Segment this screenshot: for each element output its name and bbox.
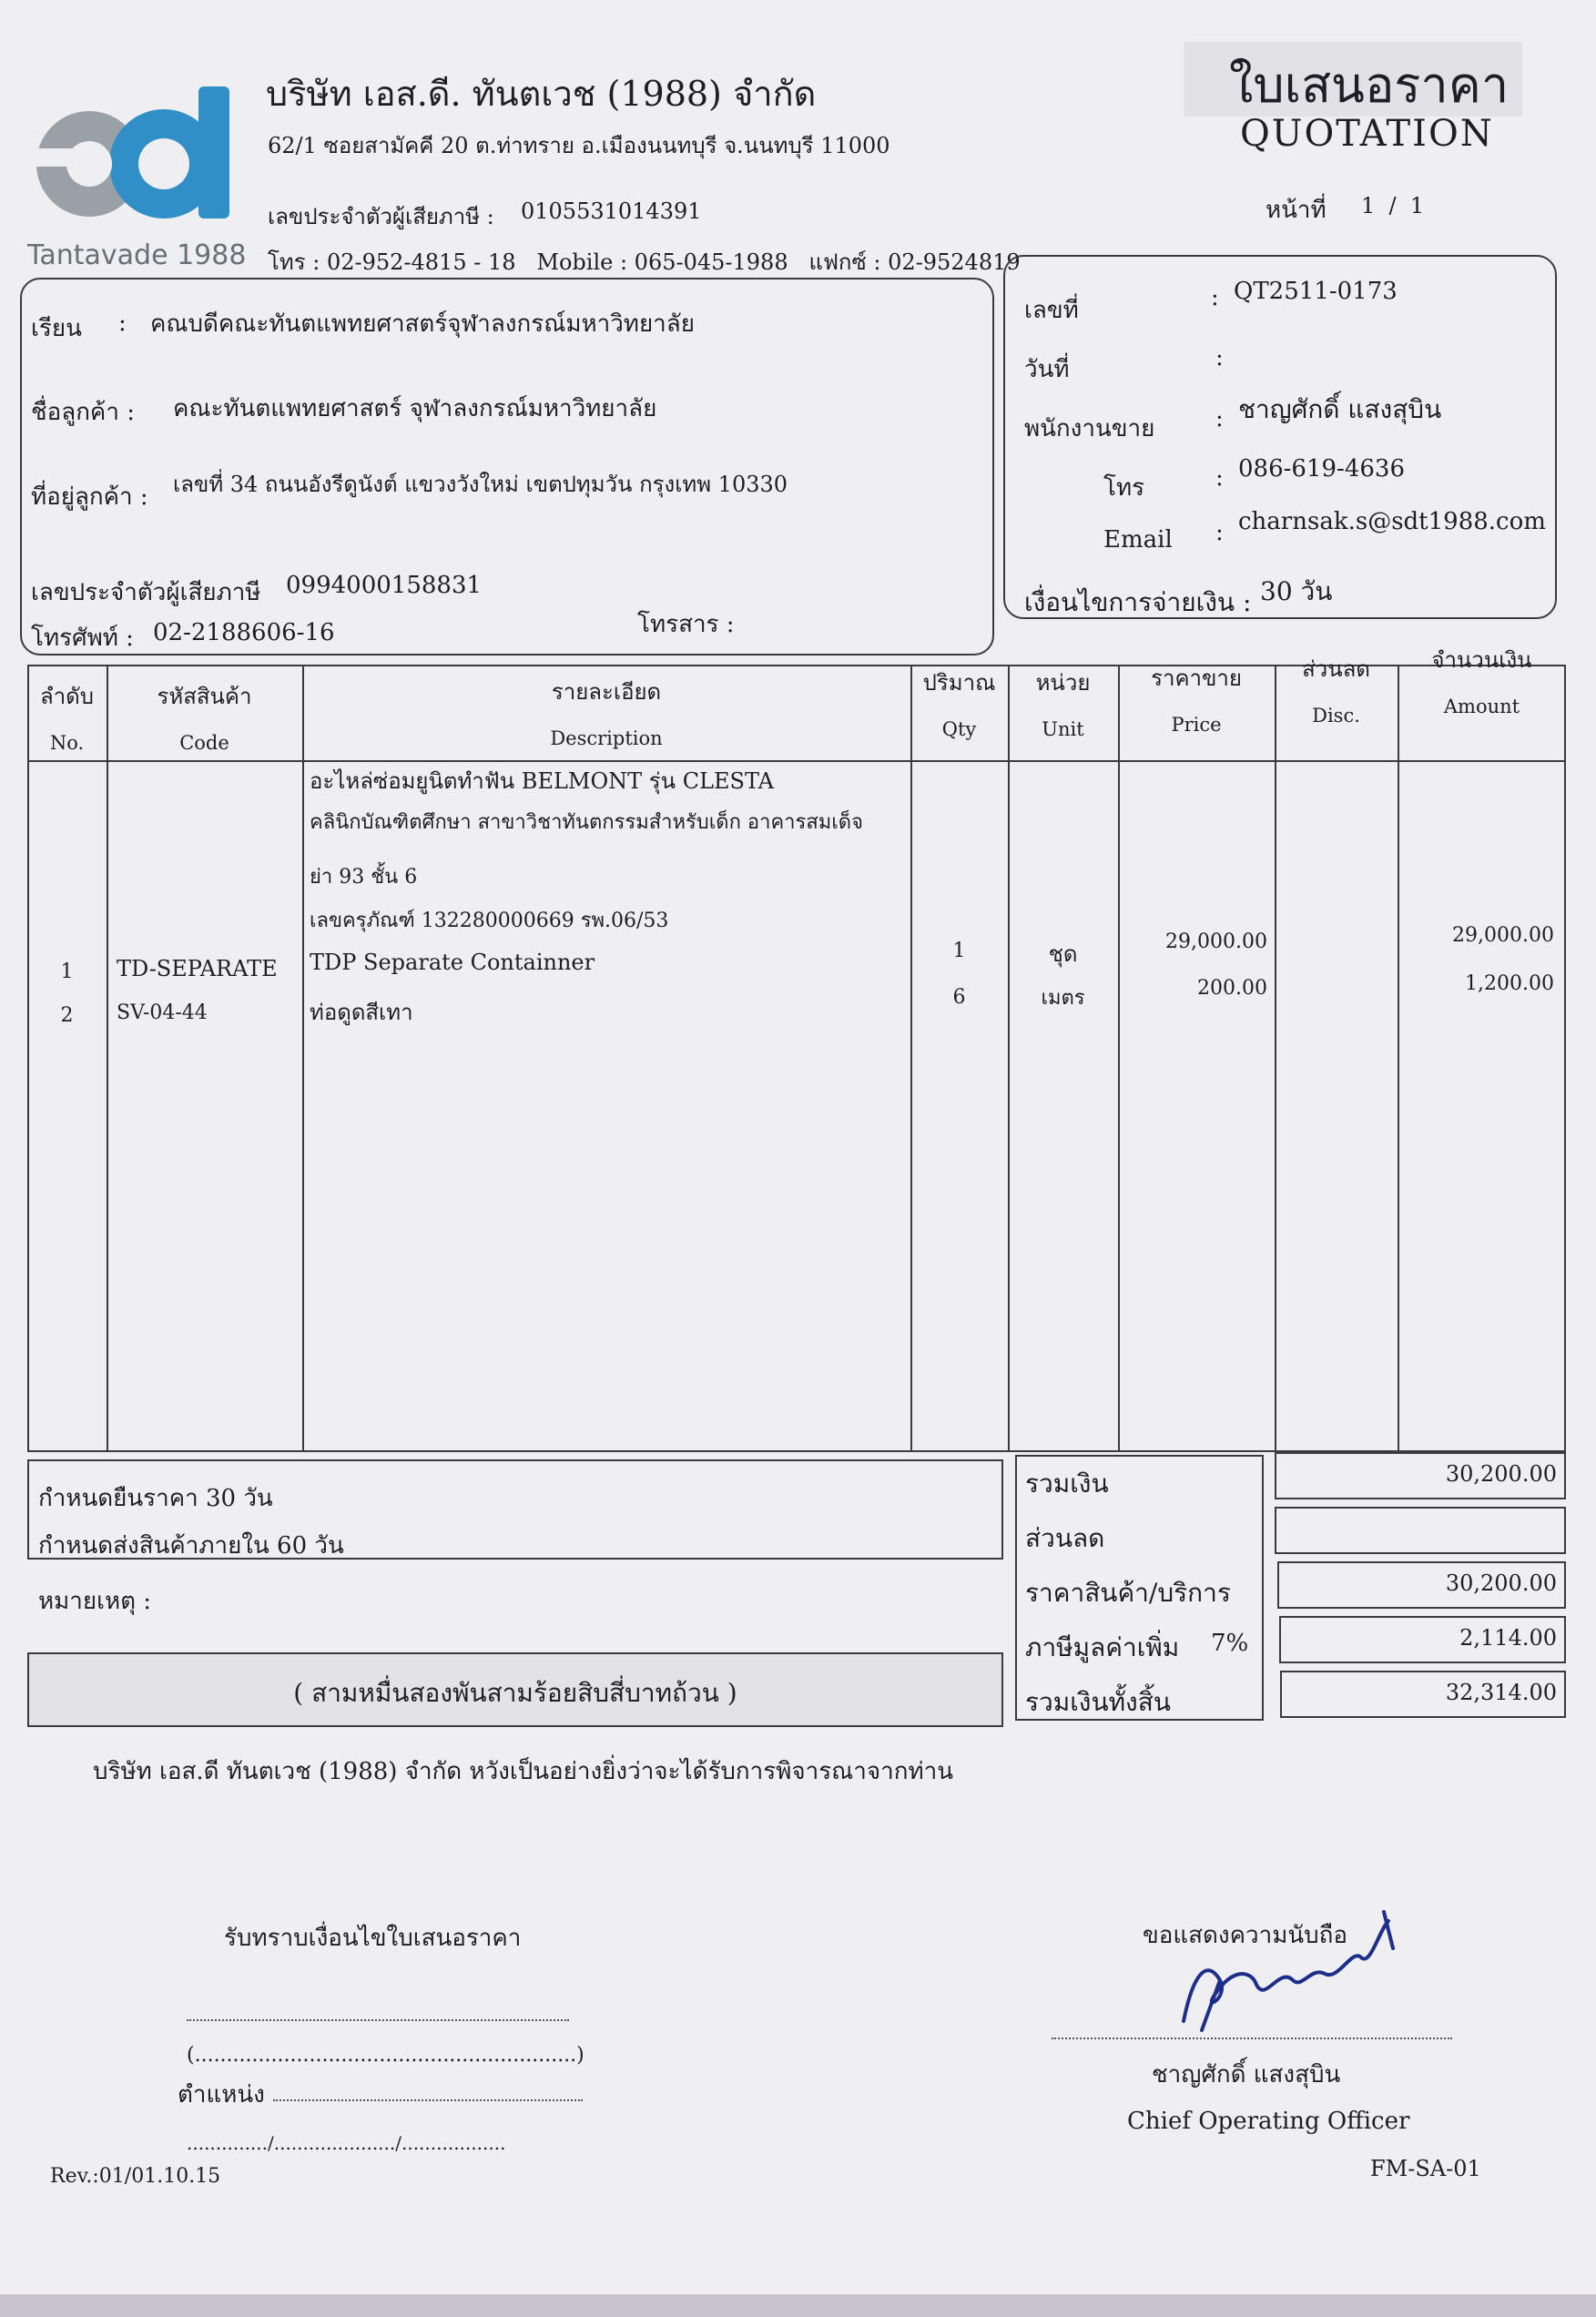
- attn-value: คณบดีคณะทันตแพทยศาสตร์จุฬาลงกรณ์มหาวิทยาลัย: [150, 310, 695, 338]
- item-note: ย่า 93 ชั้น 6: [310, 866, 418, 889]
- col-header-unit: [1008, 665, 1118, 740]
- row-description: TDP Separate Containner: [310, 950, 595, 975]
- sales-email-value: charnsak.s@sdt1988.com: [1238, 508, 1546, 535]
- customer-address-value: เลขที่ 34 ถนนอังรีดูนังต์ แขวงวังใหม่ เขตปทุมวัน กรุงเทพ 10330: [173, 472, 788, 497]
- grand-total-value: 32,314.00: [1445, 1680, 1557, 1705]
- items-table: [27, 665, 1566, 1452]
- customer-tax-value: 0994000158831: [286, 572, 483, 599]
- row-unit: เมตร: [1041, 987, 1085, 1010]
- col-header-en: No.: [49, 732, 85, 754]
- col-header-th: ปริมาณ: [922, 670, 996, 696]
- doc-title-en: QUOTATION: [1240, 113, 1494, 155]
- row-code: SV-04-44: [117, 1001, 208, 1024]
- col-header-qty: [910, 665, 1008, 740]
- sales-value: ชาญศักดิ์ แสงสุบิน: [1238, 394, 1442, 424]
- customer-name-value: คณะทันตแพทยศาสตร์ จุฬาลงกรณ์มหาวิทยาลัย: [173, 395, 657, 422]
- doc-no-value: QT2511-0173: [1234, 278, 1398, 305]
- col-header-en: Unit: [1042, 718, 1084, 740]
- col-header-code: [107, 678, 302, 754]
- company-tax-label: เลขประจำตัวผู้เสียภาษี :: [268, 204, 494, 229]
- customer-name-label: ชื่อลูกค้า :: [31, 399, 135, 426]
- sales-label: พนักงานขาย: [1024, 415, 1155, 442]
- discount-cell: [1275, 1507, 1566, 1554]
- customer-phone-label: โทรศัพท์ :: [31, 625, 134, 652]
- col-divider: [107, 665, 108, 1452]
- col-header-description: [302, 674, 910, 749]
- acceptance-position-label: ตำแหน่ง: [178, 2081, 265, 2109]
- net-value: 30,200.00: [1445, 1570, 1557, 1596]
- remark-label: หมายเหตุ :: [38, 1588, 152, 1615]
- col-header-price: [1118, 660, 1275, 736]
- company-address: 62/1 ซอยสามัคคี 20 ต.ท่าทราย อ.เมืองนนทบุรี จ.นนทบุรี 11000: [268, 133, 890, 158]
- amount-in-words: ( สามหมื่นสองพันสามร้อยสิบสี่บาทถ้วน ): [293, 1678, 737, 1708]
- attn-label: เรียน: [31, 315, 82, 342]
- sales-email-label: Email: [1103, 526, 1173, 554]
- row-amount: 1,200.00: [1465, 972, 1554, 995]
- vat-label: ภาษีมูลค่าเพิ่ม: [1025, 1632, 1180, 1662]
- acceptance-position-line: [273, 2099, 583, 2101]
- col-header-th: ส่วนลด: [1302, 656, 1370, 682]
- col-header-th: รหัสสินค้า: [157, 684, 252, 709]
- payment-terms-label: เงื่อนไขการจ่ายเงิน :: [1024, 587, 1252, 617]
- company-name: บริษัท เอส.ดี. ทันตเวช (1988) จำกัด: [266, 74, 817, 114]
- respect-title: ขอแสดงความนับถือ: [1143, 1922, 1347, 1949]
- subtotal-label: รวมเงิน: [1025, 1468, 1109, 1499]
- sales-tel-colon: :: [1215, 464, 1224, 492]
- col-divider: [1008, 665, 1010, 1452]
- handwritten-signature: [1165, 1894, 1420, 2039]
- row-code: TD-SEPARATE: [117, 956, 278, 981]
- item-note: อะไหล่ซ่อมยูนิตทำฟัน BELMONT รุ่น CLESTA: [310, 768, 774, 794]
- customer-address-label: ที่อยู่ลูกค้า :: [31, 483, 148, 511]
- col-header-no: [27, 678, 107, 754]
- sales-email-colon: :: [1215, 519, 1224, 546]
- net-label: ราคาสินค้า/บริการ: [1025, 1578, 1231, 1608]
- row-price: 200.00: [1197, 977, 1267, 1000]
- company-phone-line: โทร : 02-952-4815 - 18 Mobile : 065-045-1988 แฟกซ์ : 02-9524819: [268, 249, 1021, 275]
- row-qty: 1: [952, 940, 966, 962]
- price-validity: กำหนดยืนราคา 30 วัน: [38, 1485, 273, 1512]
- item-note: เลขครุภัณฑ์ 132280000669 รพ.06/53: [310, 910, 669, 932]
- row-unit: ชุด: [1048, 941, 1078, 967]
- signer-sign-line: [1052, 2038, 1452, 2039]
- item-note: คลินิกบัณฑิตศึกษา สาขาวิชาทันตกรรมสำหรับเด็ก อาคารสมเด็จ: [310, 811, 863, 834]
- doc-date-label: วันที่: [1024, 356, 1070, 383]
- sales-tel-value: 086-619-4636: [1238, 455, 1405, 483]
- row-description: ท่อดูดสีเทา: [310, 1000, 413, 1025]
- col-header-en: Qty: [941, 718, 977, 740]
- doc-title-th: ใบเสนอราคา: [1229, 56, 1510, 114]
- row-amount: 29,000.00: [1452, 924, 1554, 947]
- col-header-amount: [1398, 642, 1566, 717]
- col-divider: [1398, 665, 1399, 1452]
- page-number: 1 / 1: [1361, 193, 1425, 218]
- acceptance-title: รับทราบเงื่อนไขใบเสนอราคา: [224, 1925, 522, 1952]
- acceptance-sign-line: [187, 2019, 569, 2021]
- signer-title: Chief Operating Officer: [1127, 2108, 1410, 2135]
- row-qty: 6: [952, 986, 966, 1009]
- row-price: 29,000.00: [1165, 930, 1267, 953]
- row-no: 2: [60, 1004, 74, 1027]
- grand-total-label: รวมเงินทั้งสิ้น: [1025, 1687, 1171, 1717]
- doc-date-colon: :: [1215, 344, 1224, 371]
- customer-tax-label: เลขประจำตัวผู้เสียภาษี: [31, 579, 261, 606]
- col-divider: [1275, 665, 1276, 1452]
- acceptance-name-paren: (............................................................): [187, 2044, 585, 2067]
- customer-phone-value: 02-2188606-16: [153, 619, 335, 646]
- row-no: 1: [60, 960, 74, 983]
- col-header-th: หน่วย: [1035, 670, 1091, 696]
- col-header-en: Amount: [1443, 696, 1520, 717]
- company-logo: [27, 77, 247, 273]
- revision-code: Rev.:01/01.10.15: [50, 2165, 221, 2188]
- vat-rate: 7%: [1211, 1630, 1249, 1657]
- col-header-en: Price: [1171, 714, 1222, 736]
- page-label: หน้าที่: [1266, 197, 1327, 224]
- subtotal-value: 30,200.00: [1445, 1461, 1557, 1487]
- delivery-term: กำหนดส่งสินค้าภายใน 60 วัน: [38, 1532, 344, 1560]
- col-header-en: Description: [550, 727, 663, 749]
- col-header-disc: [1275, 651, 1398, 727]
- sales-tel-label: โทร: [1103, 474, 1145, 502]
- doc-no-colon: :: [1211, 284, 1219, 311]
- col-header-th: ลำดับ: [39, 684, 94, 709]
- col-header-en: Disc.: [1312, 705, 1360, 727]
- doc-no-label: เลขที่: [1024, 297, 1079, 324]
- col-header-th: ราคาขาย: [1151, 666, 1242, 691]
- vat-value: 2,114.00: [1459, 1625, 1557, 1651]
- logo-tagline: Tantavade 1988: [27, 239, 247, 271]
- sd-logo-icon: [27, 77, 237, 232]
- col-divider: [302, 665, 304, 1452]
- table-header-divider: [27, 760, 1566, 762]
- company-tax-id: 0105531014391: [521, 198, 702, 224]
- col-header-en: Code: [179, 732, 229, 754]
- closing-text: บริษัท เอส.ดี ทันตเวช (1988) จำกัด หวังเป็นอย่างยิ่งว่าจะได้รับการพิจารณาจากท่าน: [93, 1758, 953, 1785]
- signer-name: ชาญศักดิ์ แสงสุบิน: [1152, 2061, 1341, 2088]
- attn-colon: :: [118, 310, 127, 337]
- col-header-th: รายละเอียด: [551, 679, 662, 705]
- payment-terms-value: 30 วัน: [1260, 576, 1333, 606]
- form-code: FM-SA-01: [1370, 2156, 1481, 2181]
- col-header-th: จำนวนเงิน: [1431, 647, 1532, 673]
- discount-label: ส่วนลด: [1025, 1523, 1105, 1553]
- acceptance-date-blank: ............../...................../..................: [187, 2132, 506, 2154]
- col-divider: [910, 665, 912, 1452]
- customer-fax-label: โทรสาร :: [637, 611, 735, 638]
- col-divider: [1118, 665, 1120, 1452]
- sales-colon: :: [1215, 405, 1224, 432]
